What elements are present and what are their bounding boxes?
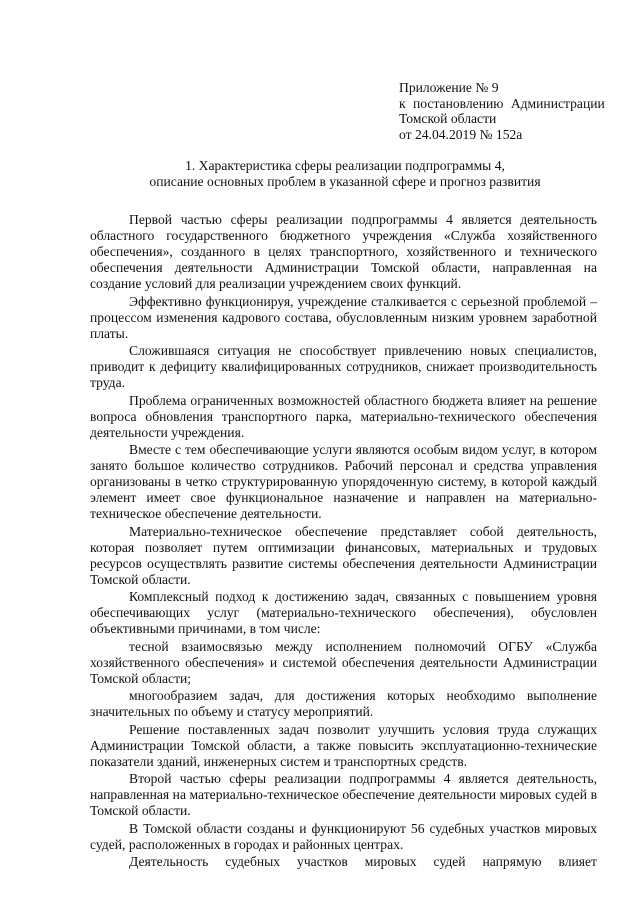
document-body bbox=[90, 212, 597, 872]
paragraph: Эффективно функционируя, учреждение сталкивается с серьезной проблемой – процессом изменения кадрового состава, обусловленным низким уровнем заработной платы. bbox=[90, 293, 597, 341]
paragraph: многообразием задач, для достижения которых необходимо выполнение значительных по объему и статусу мероприятий. bbox=[90, 688, 597, 719]
paragraph: тесной взаимосвязью между исполнением полномочий ОГБУ «Служба хозяйственного обеспечения» и системой обеспечения деятельности Администрации Томской области; bbox=[90, 638, 597, 686]
paragraph: Сложившаяся ситуация не способствует привлечению новых специалистов, приводит к дефициту квалифицированных сотрудников, снижает производительность труда. bbox=[90, 343, 597, 390]
appendix-header bbox=[399, 80, 605, 142]
paragraph: Второй частью сферы реализации подпрограммы 4 является деятельность, направленная на материально-техническое обеспечение деятельности мировых судей в Томской области. bbox=[90, 771, 597, 818]
paragraph: Вместе с тем обеспечивающие услуги являются особым видом услуг, в котором занято большое количество сотрудников. Рабочий персонал и средства управления организованы в четко структурированную упорядоченную систему, в которой каждый элемент имеет свое функциональное назначение и направлен на материально-техническое обеспечение деятельности. bbox=[90, 442, 597, 521]
paragraph: В Томской области созданы и функционируют 56 судебных участков мировых судей, расположенных в городах и районных центрах. bbox=[90, 820, 597, 852]
appendix-resolution-line: к постановлению Администрации bbox=[399, 95, 605, 111]
appendix-region-line: Томской области bbox=[399, 111, 497, 126]
appendix-date-line: от 24.04.2019 № 152а bbox=[399, 126, 523, 142]
paragraph: Деятельность судебных участков мировых судей напрямую влияет bbox=[129, 854, 597, 869]
paragraph: Первой частью сферы реализации подпрограммы 4 является деятельность областного государственного бюджетного учреждения «Служба хозяйственного обеспечения», созданного в целях транспортного, хозяйственного и технического обеспечения деятельности Администрации Томской области, направленная на создание условий для реализации учреждением своих функций. bbox=[90, 212, 597, 291]
paragraph: Проблема ограниченных возможностей областного бюджета влияет на решение вопроса обновления транспортного парка, материально-технического обеспечения деятельности учреждения. bbox=[90, 392, 597, 440]
appendix-number: Приложение № 9 bbox=[399, 80, 499, 95]
section-heading-line-1: 1. Характеристика сферы реализации подпрограммы 4, bbox=[185, 158, 505, 173]
paragraph: Решение поставленных задач позволит улучшить условия труда служащих Администрации Томской области, а также повысить эксплуатационно-технические показатели зданий, инженерных систем и транспортных средств. bbox=[90, 721, 597, 769]
paragraph: Материально-техническое обеспечение представляет собой деятельность, которая позволяет путем оптимизации финансовых, материальных и трудовых ресурсов осуществлять развитие системы обеспечения деятельности Администрации Томской области. bbox=[90, 523, 597, 587]
section-heading-line-2: описание основных проблем в указанной сфере и прогноз развития bbox=[149, 173, 541, 189]
paragraph: Комплексный подход к достижению задач, связанных с повышением уровня обеспечивающих услуг (материально-технического обеспечения), обусловлен объективными причинами, в том числе: bbox=[90, 589, 597, 636]
section-heading bbox=[90, 158, 600, 189]
